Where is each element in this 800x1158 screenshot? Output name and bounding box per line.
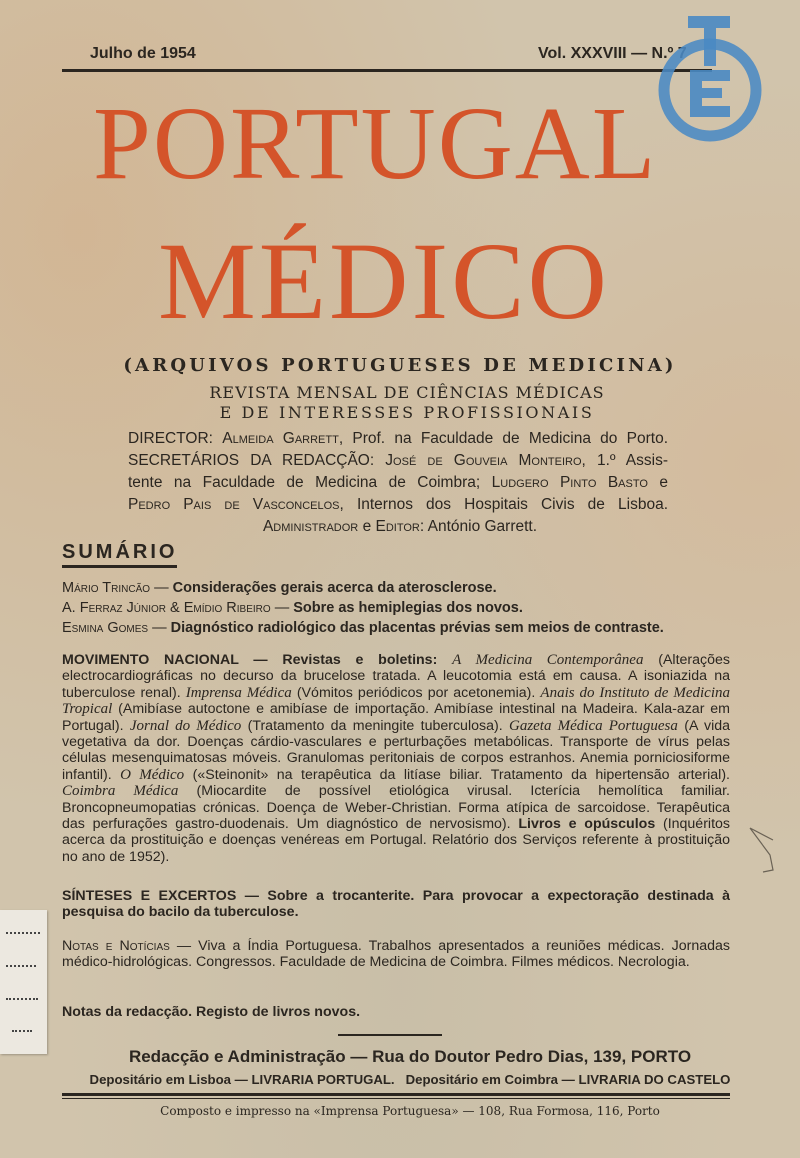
editor-label: Editor: bbox=[375, 518, 425, 535]
section-heading: MOVIMENTO NACIONAL bbox=[62, 652, 239, 668]
staff-secretaries-cont2 bbox=[128, 496, 668, 514]
summary-heading: SUMÁRIO bbox=[62, 541, 177, 568]
footer-printer: Composto e impresso na «Imprensa Portuguesa» — 108, Rua Formosa, 116, Porto bbox=[160, 1104, 660, 1118]
article-author: Mário Trincão bbox=[62, 580, 151, 596]
subtitle-archives: (ARQUIVOS PORTUGUESES DE MEDICINA) bbox=[123, 355, 677, 376]
header-rule bbox=[62, 69, 712, 72]
staff-secretaries-cont bbox=[128, 474, 668, 492]
conjunction: e bbox=[659, 474, 668, 491]
footer-rule-thin bbox=[62, 1098, 730, 1099]
journal-title: Coimbra Médica bbox=[62, 783, 179, 800]
books-label: Livros e opúsculos bbox=[518, 816, 656, 833]
director-name: Almeida Garrett bbox=[222, 430, 339, 447]
journal-title: A Medicina Contemporânea bbox=[452, 652, 644, 668]
section-heading: SÍNTESES E EXCERTOS bbox=[62, 888, 237, 904]
journal-contents: (A vida vegetativa da dor. Doenças cárdio-vasculares e perturbações metabólicas. Transporte de vírus pelas células mesenquimatosas móveis. Granulomas peritoniais de corpos estranhos. Anemia porniciosiforme infantil). bbox=[62, 717, 730, 783]
masthead-title-line2: MÉDICO bbox=[158, 220, 610, 342]
subtitle-revista: REVISTA MENSAL DE CIÊNCIAS MÉDICAS bbox=[209, 383, 605, 402]
journal-title: Imprensa Médica bbox=[185, 684, 292, 701]
secretary-name: José de Gouveia Monteiro bbox=[385, 452, 582, 469]
pencil-mark-icon bbox=[745, 820, 795, 880]
summary-article: Esmina Gomes — Diagnóstico radiológico das placentas prévias sem meios de contraste. bbox=[62, 620, 664, 636]
masthead-title-line1: PORTUGAL bbox=[93, 86, 658, 201]
staff-director bbox=[128, 430, 668, 448]
secretary-desc: , Internos dos Hospitais Civis de Lisboa. bbox=[339, 496, 668, 513]
books-contents: (Inquéritos acerca da prostituição e doenças venéreas em Portugal. Relatório dos Serviços referente à prostituição no ano de 1952). bbox=[62, 816, 730, 865]
section-heading: Notas e Notícias bbox=[62, 938, 170, 954]
admin-name: António Garrett. bbox=[427, 518, 538, 535]
label-line bbox=[6, 965, 36, 967]
volume-number: Vol. XXXVIII — N.º 7 bbox=[538, 45, 687, 62]
journal-contents: («Steinonit» na terapêutica da litíase biliar. Tratamento da hipertensão arterial). bbox=[184, 766, 730, 783]
journal-title: O Médico bbox=[120, 766, 185, 783]
section-notas bbox=[62, 938, 730, 971]
footer-depositaries: Depositário em Lisboa — LIVRARIA PORTUGAL. Depositário em Coimbra — LIVRARIA DO CASTELO bbox=[89, 1072, 731, 1087]
library-stamp-icon bbox=[652, 12, 770, 142]
secretary-name: Pedro Pais de Vasconcelos bbox=[128, 496, 340, 513]
article-author: Esmina Gomes bbox=[62, 620, 149, 636]
journal-contents: (Tratamento da meningite tuberculosa). bbox=[241, 717, 509, 734]
section-contents: — Sobre a trocanterite. Para provocar a expectoração destinada à pesquisa do bacilo da tuberculose. bbox=[62, 888, 730, 921]
article-title: Diagnóstico radiológico das placentas prévias sem meios de contraste. bbox=[170, 620, 664, 636]
director-label: DIRECTOR: bbox=[128, 430, 213, 447]
summary-article: Mário Trincão — Considerações gerais acerca da aterosclerose. bbox=[62, 580, 497, 596]
section-redaccao-notes: Notas da redacção. Registo de livros novos. bbox=[62, 1004, 361, 1020]
section-movimento-nacional: MOVIMENTO NACIONAL — Revistas e boletins: A Medicina Contemporânea (Alterações electrocardiográficas no decurso da brucelose tratada. A leucotomia está em causa. A isoniazida na tuberculose renal). Imprensa Médica (Vómitos periódicos por acetonemia). Anais do Instituto de Medicina Tropical (Amibíase autoctone e amibíase de importação. Amibíase intestinal na Madeira. Kala-azar em Portugal). Jornal do Médico (Tratamento da meningite tuberculosa). Gazeta Médica Portuguesa (A vida vegetativa da dor. Doenças cárdio-vasculares e perturbações metabólicas. Transporte de vírus pelas células mesenquimatosas móveis. Granulomas peritoniais de corpos estranhos. Anemia porniciosiforme infantil). O Médico («Steinonit» na terapêutica da litíase biliar. Tratamento da hipertensão arterial). Coimbra Médica (Miocardite de possível etiológica virusal. Icterícia hemolítica familiar. Broncopneumopatias crónicas. Doença de Weber-Christian. Forma atípica de sarcoidose. Terapêutica das perfurações gastro-duodenais. Um diagnóstico de nervosismo). Livros e opúsculos (Inquéritos acerca da prostituição e doenças venéreas em Portugal. Relatório dos Serviços referente à prostituição no ano de 1952). bbox=[62, 652, 730, 865]
footer-address: Redacção e Administração — Rua do Doutor Pedro Dias, 139, PORTO bbox=[128, 1047, 692, 1066]
secretary-name: Ludgero Pinto Basto bbox=[491, 474, 648, 491]
footer-rule-thick bbox=[62, 1093, 730, 1096]
admin-label: Administrador bbox=[262, 518, 359, 535]
label-line bbox=[6, 998, 38, 1000]
journal-title: Gazeta Médica Portuguesa bbox=[508, 717, 678, 734]
label-line bbox=[12, 1030, 32, 1032]
label-line bbox=[6, 932, 40, 934]
staff-secretaries bbox=[128, 452, 668, 470]
section-contents: — Viva a Índia Portuguesa. Trabalhos apresentados a reuniões médicas. Jornadas médico-hidrológicas. Congressos. Faculdade de Medicina de Coimbra. Filmes médicos. Necrologia. bbox=[62, 938, 730, 971]
article-title: Sobre as hemiplegias dos novos. bbox=[293, 600, 523, 616]
summary-article: A. Ferraz Júnior & Emídio Ribeiro — Sobre as hemiplegias dos novos. bbox=[62, 600, 523, 616]
secretaries-label: SECRETÁRIOS DA REDACÇÃO: bbox=[128, 452, 375, 469]
journal-contents: (Vómitos periódicos por acetonemia). bbox=[291, 684, 541, 701]
conjunction: e bbox=[362, 518, 372, 535]
issue-date: Julho de 1954 bbox=[90, 45, 196, 62]
footer-divider bbox=[338, 1034, 442, 1036]
subtitle-interesses: E DE INTERESSES PROFISSIONAIS bbox=[219, 403, 595, 422]
journal-contents: (Amibíase autoctone e amibíase de importação. Amibíase intestinal na Madeira. Kala-azar em Portugal). bbox=[62, 701, 730, 734]
journal-contents: (Alterações electrocardiográficas no decurso da brucelose tratada. A leucotomia está em causa. A isoniazida na tuberculose renal). bbox=[62, 652, 730, 701]
journal-title: Anais do Instituto de Medicina Tropical bbox=[62, 684, 730, 718]
secretary-desc: tente na Faculdade de Medicina de Coimbra; bbox=[128, 474, 481, 491]
section-sinteses bbox=[62, 888, 730, 921]
article-author: A. Ferraz Júnior & Emídio Ribeiro bbox=[62, 600, 271, 616]
director-desc: , Prof. na Faculdade de Medicina do Porto. bbox=[338, 430, 669, 447]
journal-contents: (Miocardite de possível etiológica virusal. Icterícia hemolítica familiar. Broncopneumopatias crónicas. Doença de Weber-Christian. Forma atípica de sarcoidose. Terapêutica das perfurações gastro-duodenais. Um diagnóstico de nervosismo). bbox=[62, 783, 730, 833]
secretary-desc: , 1.º Assis- bbox=[581, 452, 669, 469]
section-subheading: Revistas e boletins: bbox=[282, 652, 438, 668]
staff-admin bbox=[0, 518, 800, 536]
library-label-sticker bbox=[0, 910, 47, 1054]
article-title: Considerações gerais acerca da aterosclerose. bbox=[172, 580, 497, 596]
journal-title: Jornal do Médico bbox=[129, 717, 242, 734]
